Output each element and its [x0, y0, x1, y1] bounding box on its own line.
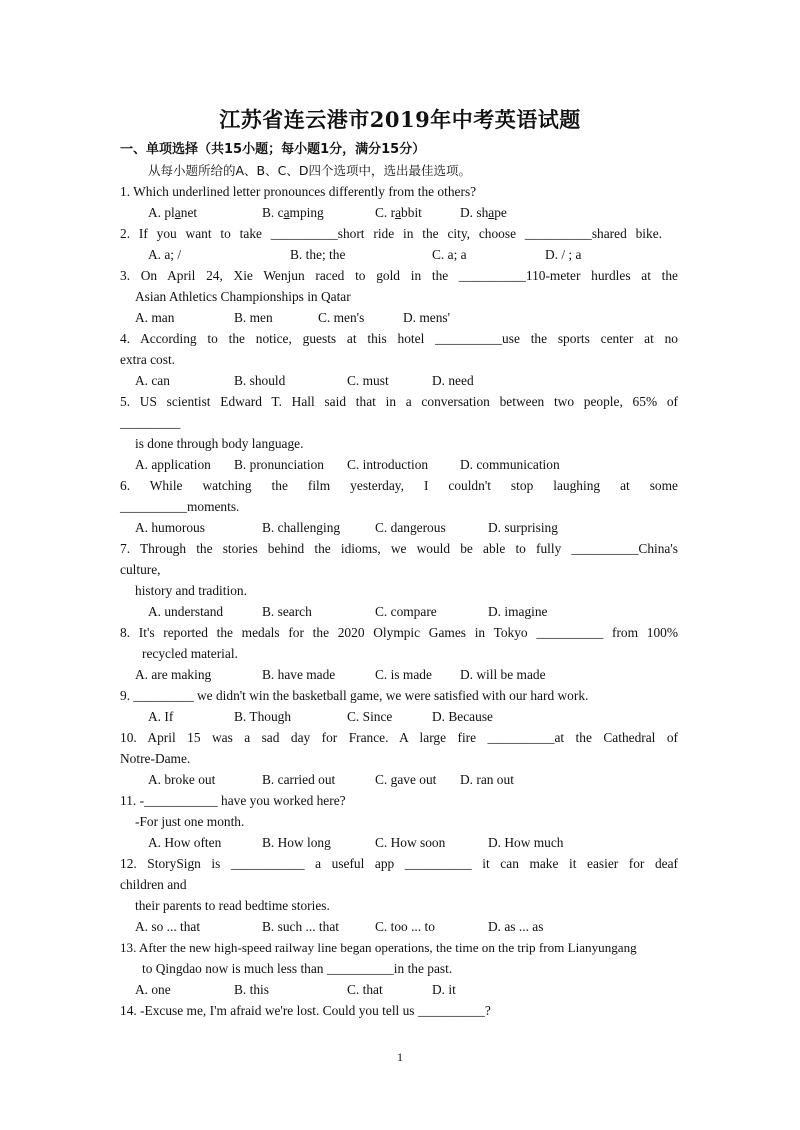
question-10-option-d: D. ran out: [460, 772, 514, 787]
question-1-option-d: D. shape: [460, 205, 507, 220]
question-13-option-c: C. that: [347, 982, 383, 997]
question-9-option-d: D. Because: [432, 709, 493, 724]
question-11-option-b: B. How long: [262, 835, 331, 850]
question-5-stem-line2: _________: [120, 415, 181, 430]
question-5-stem-line3: is done through body language.: [135, 436, 304, 451]
question-1-stem: 1. Which underlined letter pronounces differently from the others?: [120, 184, 477, 199]
section-instruction: 从每小题所给的A、B、C、D四个选项中，选出最佳选项。: [148, 163, 471, 178]
question-10-option-a: A. broke out: [148, 772, 216, 787]
question-5-option-d: D. communication: [460, 457, 560, 472]
question-6-option-b: B. challenging: [262, 520, 341, 535]
question-12-stem-line2: children and: [120, 877, 187, 892]
question-7-stem-line3: history and tradition.: [135, 583, 247, 598]
question-2-option-c: C. a; a: [432, 247, 467, 262]
question-3-option-b: B. men: [234, 310, 273, 325]
question-6-stem-line1: 6. While watching the film yesterday, I couldn't stop laughing at some: [120, 478, 678, 493]
question-2-option-a: A. a; /: [148, 247, 182, 262]
section-heading: 一、单项选择（共15小题；每小题1分，满分15分）: [120, 142, 426, 157]
question-11-option-d: D. How much: [488, 835, 564, 850]
question-2-option-b: B. the; the: [290, 247, 346, 262]
question-8-stem-line1: 8. It's reported the medals for the 2020 Olympic Games in Tokyo __________ from 100%: [120, 625, 678, 640]
question-12-stem-line3: their parents to read bedtime stories.: [135, 898, 330, 913]
question-6-option-a: A. humorous: [135, 520, 205, 535]
question-12-option-c: C. too ... to: [375, 919, 435, 934]
question-9-option-c: C. Since: [347, 709, 393, 724]
question-4-stem-line2: extra cost.: [120, 352, 176, 367]
question-3-option-d: D. mens': [403, 310, 451, 325]
question-7-option-c: C. compare: [375, 604, 437, 619]
question-8-option-c: C. is made: [375, 667, 432, 682]
question-5-option-c: C. introduction: [347, 457, 429, 472]
question-3-stem-line1: 3. On April 24, Xie Wenjun raced to gold in the __________110-meter hurdles at the: [120, 268, 678, 283]
question-9-option-a: A. If: [148, 709, 174, 724]
question-8-option-a: A. are making: [135, 667, 212, 682]
question-4-option-c: C. must: [347, 373, 389, 388]
question-6-option-c: C. dangerous: [375, 520, 446, 535]
question-10-option-b: B. carried out: [262, 772, 336, 787]
question-6-stem-line2: __________moments.: [120, 499, 240, 514]
question-10-stem-line2: Notre-Dame.: [120, 751, 191, 766]
question-6-option-d: D. surprising: [488, 520, 558, 535]
question-3-option-c: C. men's: [318, 310, 365, 325]
question-7-option-b: B. search: [262, 604, 312, 619]
question-1-option-b: B. camping: [262, 205, 324, 220]
question-12-option-d: D. as ... as: [488, 919, 544, 934]
question-10-stem-line1: 10. April 15 was a sad day for France. A large fire __________at the Cathedral of: [120, 730, 678, 745]
question-8-option-d: D. will be made: [460, 667, 546, 682]
question-4-option-b: B. should: [234, 373, 286, 388]
page-title: 江苏省连云港市2019年中考英语试题: [219, 107, 581, 132]
question-3-option-a: A. man: [135, 310, 175, 325]
question-3-stem-line2: Asian Athletics Championships in Qatar: [135, 289, 351, 304]
question-9-stem: 9. _________ we didn't win the basketball game, we were satisfied with our hard work.: [120, 688, 589, 703]
question-5-option-b: B. pronunciation: [234, 457, 325, 472]
question-5-option-a: A. application: [135, 457, 211, 472]
question-13-stem-line1: 13. After the new high-speed railway line began operations, the time on the trip from Lianyungang: [120, 940, 637, 955]
question-7-option-d: D. imagine: [488, 604, 548, 619]
question-10-option-c: C. gave out: [375, 772, 437, 787]
question-13-option-d: D. it: [432, 982, 456, 997]
question-13-option-b: B. this: [234, 982, 269, 997]
question-12-option-b: B. such ... that: [262, 919, 339, 934]
question-13-stem-line2: to Qingdao now is much less than __________in the past.: [142, 961, 453, 976]
question-8-stem-line2: recycled material.: [142, 646, 238, 661]
question-7-stem-line2: culture,: [120, 562, 161, 577]
question-11-stem-line2: -For just one month.: [135, 814, 245, 829]
question-11-option-a: A. How often: [148, 835, 222, 850]
question-12-stem-line1: 12. StorySign is ___________ a useful app __________ it can make it easier for deaf: [120, 856, 678, 871]
question-4-option-d: D. need: [432, 373, 474, 388]
page-number: 1: [397, 1050, 403, 1064]
question-9-option-b: B. Though: [234, 709, 292, 724]
question-5-stem-line1: 5. US scientist Edward T. Hall said that in a conversation between two people, 65% of: [120, 394, 678, 409]
question-11-option-c: C. How soon: [375, 835, 446, 850]
question-7-stem-line1: 7. Through the stories behind the idioms, we would be able to fully __________China's: [120, 541, 678, 556]
question-7-option-a: A. understand: [148, 604, 224, 619]
question-4-option-a: A. can: [135, 373, 170, 388]
question-2-stem: 2. If you want to take __________short ride in the city, choose __________shared bike.: [120, 226, 662, 241]
question-4-stem-line1: 4. According to the notice, guests at this hotel __________use the sports center at no: [120, 331, 678, 346]
question-12-option-a: A. so ... that: [135, 919, 201, 934]
question-14-stem-line1: 14. -Excuse me, I'm afraid we're lost. Could you tell us __________?: [120, 1003, 491, 1018]
question-2-option-d: D. / ; a: [545, 247, 582, 262]
question-13-option-a: A. one: [135, 982, 171, 997]
question-8-option-b: B. have made: [262, 667, 336, 682]
question-1-option-c: C. rabbit: [375, 205, 422, 220]
question-1-option-a: A. planet: [148, 205, 198, 220]
question-11-stem-line1: 11. -___________ have you worked here?: [120, 793, 346, 808]
